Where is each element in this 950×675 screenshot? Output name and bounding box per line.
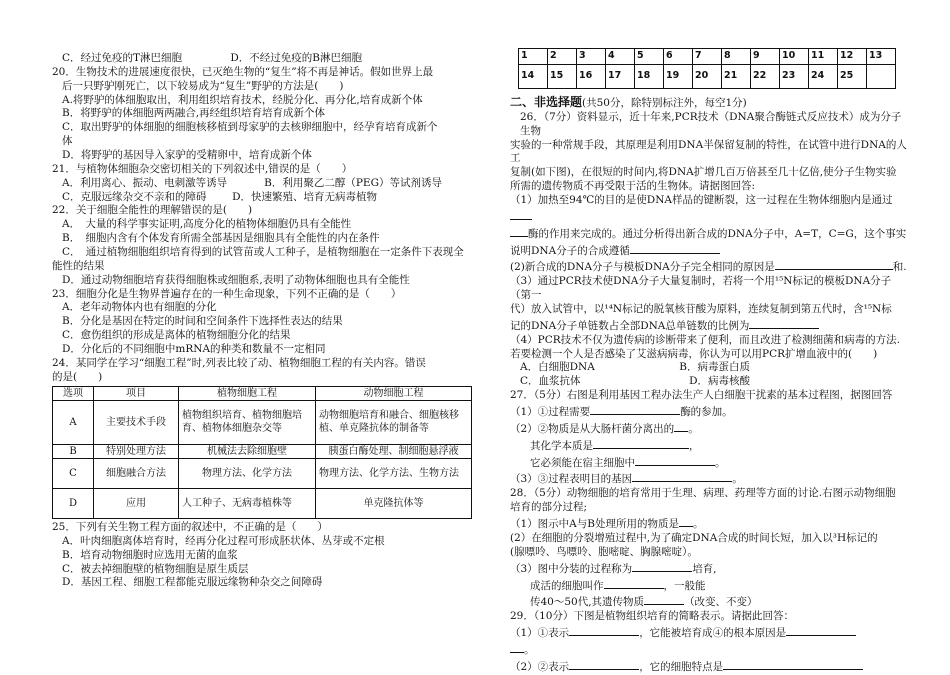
- q26-part2-text: (2)新合成的DNA分子与模板DNA分子完全相同的原因是: [510, 261, 775, 274]
- q26-option-b: B．病毒蛋白质: [679, 361, 750, 374]
- answer-blank[interactable]: [632, 560, 692, 572]
- q27-part2-b-text: 其化学本质是: [530, 439, 593, 452]
- answer-blank[interactable]: [775, 258, 893, 270]
- q20-stem-cont: 后一只野驴刚死亡，以下较易成为“复生”野驴的方法是( ): [62, 79, 344, 92]
- table-header-cell: 动物细胞工程: [316, 386, 472, 400]
- q20-stem: 20．生物技术的进展速度很快，已灭绝生物的“复生”将不再是神话。假如世界上最: [52, 65, 434, 78]
- q27-part2: （2）②物质是从大肠杆菌分离出的 。: [510, 420, 910, 437]
- q29-part2-text: （2）②表示: [510, 660, 570, 673]
- answer-blank[interactable]: [786, 624, 856, 636]
- q26-part3-end: [510, 317, 910, 334]
- answer-grid-cell: 13: [867, 49, 896, 65]
- q26-part3-cont: 代）放入试管中，以¹⁴N标记的脱氧核苷酸为原料，连续复制到第五代时，含¹⁵N标: [510, 303, 892, 316]
- table-row: [53, 459, 472, 489]
- q26-options-ab: [510, 361, 750, 375]
- q20-option-d: D．将野驴的基因导入家驴的受精卵中，培育成新个体: [62, 149, 312, 162]
- q21-option-c: C．克服远缘杂交不亲和的障碍: [62, 190, 207, 203]
- q29-part1: [510, 624, 910, 641]
- table-cell: 动物细胞培育和融合、细胞核移植、单克隆抗体的制备等: [316, 400, 472, 444]
- answer-grid-row: [519, 49, 896, 65]
- table-row: [53, 444, 472, 458]
- q27-part2-c: 它必须能在宿主细胞中 。: [510, 454, 910, 471]
- table-cell: 机械法去除细胞壁: [179, 444, 316, 458]
- q26-option-a: A．白细胞DNA: [520, 361, 595, 374]
- q21-options-cd: [52, 191, 472, 205]
- q28-part3-c: [510, 593, 910, 610]
- q29-part1-text: （1）①表示: [510, 627, 570, 640]
- answer-blank[interactable]: [510, 225, 528, 237]
- q27-part3: [510, 470, 910, 487]
- q28-part3-end: 培育,: [692, 562, 717, 575]
- q26-part4: （4）PCR技术不仅为遗传病的诊断带来了便利，而且改进了检测细菌和病毒的方法.: [510, 333, 901, 346]
- q21-option-d: D．快速繁殖、培育无病毒植物: [232, 190, 377, 203]
- q24-stem-cont: 的是( ): [52, 370, 103, 383]
- section-heading: [510, 95, 910, 111]
- q26-part1-cont: [510, 225, 910, 242]
- q20-option-c-cont: 体: [62, 135, 73, 148]
- answer-grid-cell: 6: [664, 49, 693, 65]
- q25-stem: 25．下列有关生物工程方面的叙述中，不正确的是（ ）: [52, 521, 328, 533]
- q23-option-a: A．老年动物体内也有细胞的分化: [62, 301, 217, 314]
- q28-stem-cont: 培育的部分过程;: [510, 501, 588, 514]
- q20-option-b: B．将野驴的体细胞两两融合,再经组织培育培育成新个体: [62, 107, 326, 120]
- answer-grid-cell: 10: [780, 49, 809, 65]
- answer-blank[interactable]: [674, 420, 688, 432]
- right-column: [510, 48, 910, 675]
- answer-grid-cell: 4: [606, 49, 635, 65]
- q29-stem: 29．（10分）下图是植物组织培育的简略表示。请据此回答：: [510, 610, 794, 623]
- q25-option-b: B．培育动物细胞时应选用无菌的血浆: [62, 548, 238, 561]
- q27-part3-end: 。: [732, 473, 743, 486]
- answer-blank[interactable]: [510, 641, 524, 653]
- answer-blank[interactable]: [604, 577, 664, 589]
- q28-part3-text: （3）图中分装的过程称为: [510, 562, 633, 575]
- answer-blank[interactable]: [510, 208, 532, 220]
- q23-option-d: D．分化后的不同细胞中mRNA的种类和数量不一定相同: [62, 343, 326, 356]
- table-cell: 胰蛋白酶处理、制细胞悬浮液: [316, 444, 472, 458]
- q26-option-d: D．病毒核酸: [689, 375, 750, 388]
- q26-part2: [510, 258, 910, 275]
- answer-blank[interactable]: [723, 658, 863, 670]
- answer-grid-cell: 16: [577, 65, 606, 89]
- q29-part1-mid: ，它能被培育成④的根本原因是: [639, 627, 787, 640]
- q26-part2-end: 和.: [892, 261, 907, 274]
- q27-stem: 27．（5分）右图是利用基因工程办法生产人白细胞干扰素的基本过程图，据图回答: [510, 389, 893, 402]
- q25-option-a: A．叶肉细胞离体培育时，经再分化过程可形成胚状体、丛芽或不定根: [62, 534, 385, 547]
- q28-part3-c-text: 传40～50代,其遗传物质: [530, 596, 645, 609]
- table-header-cell: 选项: [53, 386, 94, 400]
- q27-part1: [510, 403, 910, 420]
- table-cell: 单克隆抗体等: [316, 489, 472, 519]
- q24-stem: 24．某同学在学习“细胞工程”时,列表比较了动、植物细胞工程的有关内容。错误: [52, 356, 426, 369]
- answer-blank[interactable]: [569, 658, 639, 670]
- answer-grid-cell: 12: [838, 49, 867, 65]
- q22-option-c: C． 通过植物细胞组织培育得到的试管苗或人工种子，是植物细胞在一定条件下表现全: [62, 246, 464, 259]
- q28-part3-b: [510, 577, 910, 594]
- q21-option-a: A．利用离心、振动、电刺激等诱导: [62, 176, 228, 189]
- answer-grid-cell: 17: [606, 65, 635, 89]
- q22-option-b: B． 细胞内含有个体发育所需全部基因是细胞具有全能性的内在条件: [62, 232, 380, 245]
- q22-option-c-cont: 能性的结果: [52, 259, 105, 272]
- q26-part1-text: （1）加热至94℃的目的是使DNA样品的键断裂，这一过程在生物体细胞内是通过: [510, 194, 893, 207]
- answer-grid-row: [519, 65, 896, 89]
- table-cell: 物理方法、化学方法: [179, 459, 316, 489]
- table-cell: C: [53, 459, 94, 489]
- answer-grid-cell: 19: [664, 65, 693, 89]
- answer-grid-cell: 14: [519, 65, 548, 89]
- q19-option-d: D．不经过免疫的B淋巴细胞: [230, 52, 362, 64]
- q27-part2-b: 其化学本质是 ，: [510, 437, 910, 454]
- table-cell: B: [53, 444, 94, 458]
- q27-part1-end: 酶的参加。: [680, 406, 733, 419]
- answer-grid-cell: 1: [519, 49, 548, 65]
- q28-part3-b-end: ，一般能: [663, 579, 706, 592]
- table-header-row: [53, 386, 472, 400]
- q26-part1-cont-text: 酶的作用来完成的。通过分析得出新合成的DNA分子中，A=T，C=G，这个事实: [528, 227, 907, 240]
- q29-part1-cont: 。: [510, 641, 910, 658]
- q23-option-b: B．分化是基因在特定的时间和空间条件下选择性表达的结果: [62, 315, 343, 328]
- q25-option-d: D．基因工程、细胞工程都能克服远缘物种杂交之间障碍: [62, 576, 323, 589]
- q27-part1-text: （1）①过程需要: [510, 406, 591, 419]
- table-cell: 人工种子、无病毒植株等: [179, 489, 316, 519]
- q26-options-cd: [510, 375, 750, 389]
- q27-part3-text: （3）③过程表明目的基因: [510, 473, 633, 486]
- table-header-cell: 项目: [94, 386, 179, 400]
- q28-part2-cont: (腺嘌呤、鸟嘌呤、胞嘧啶、胸腺嘧啶）。: [510, 545, 698, 558]
- q26-option-c: C．血浆抗体: [520, 375, 581, 388]
- q22-option-d: D．通过动物细胞培育获得细胞株或细胞系,表明了动物体细胞也具有全能性: [62, 273, 410, 286]
- answer-grid-cell: 23: [780, 65, 809, 89]
- q27-part2-text: （2）②物质是从大肠杆菌分离出的: [510, 422, 675, 435]
- q26-part1-end-text: 说明DNA分子的合成遵循: [510, 244, 630, 257]
- q23-stem: 23．细胞分化是生物界普遍存在的一种生命现象，下列不正确的是（ ）: [52, 287, 402, 300]
- q28-stem: 28．（5分）动物细胞的培育常用于生理、病理、药理等方面的讨论.右图示动物细胞: [510, 487, 896, 500]
- answer-grid-cell: 20: [693, 65, 722, 89]
- answer-grid-cell: [867, 65, 896, 89]
- q21-options-ab: [52, 177, 472, 191]
- table-row: [53, 400, 472, 444]
- table-cell: 细胞融合方法: [94, 459, 179, 489]
- q26-part1-end: [510, 242, 910, 259]
- answer-grid-cell: 8: [722, 49, 751, 65]
- q26-part1: [510, 194, 910, 225]
- q28-part2: (2）在细胞的分裂增殖过程中,为了确定DNA合成的时间长短，加入以³H标记的: [510, 531, 878, 544]
- q19-options-cd: [52, 52, 472, 66]
- q26-part3: （3）通过PCR技术使DNA分子大量复制时，若将一个用¹⁵N标记的模板DNA分子（第一: [510, 275, 892, 302]
- q25-option-c: C．被去掉细胞壁的植物细胞是原生质层: [62, 562, 249, 575]
- q21-stem: 21．与植物体细胞杂交密切相关的下列叙述中,错误的是（ ）: [52, 162, 353, 175]
- answer-grid-cell: 25: [838, 65, 867, 89]
- q28-part1-text: （1）图示中A与B处理所用的物质是: [510, 518, 679, 531]
- q22-option-a: A． 大量的科学事实证明,高度分化的植物体细胞仍具有全能性: [62, 218, 352, 231]
- section-title: 二、非选择题: [510, 95, 583, 109]
- q26-part4-cont: 若要检测一个人是否感染了艾滋病病毒，你认为可以用PCR扩增血液中的( ): [510, 347, 878, 360]
- answer-grid-cell: 15: [548, 65, 577, 89]
- q29-part2-mid: ，它的细胞特点是: [639, 660, 724, 673]
- answer-grid: [518, 48, 896, 89]
- q28-part3-b-text: 成活的细胞叫作: [530, 579, 604, 592]
- answer-grid-cell: 3: [577, 49, 606, 65]
- table-cell: A: [53, 400, 94, 444]
- q19-option-c: C．经过免疫的T淋巴细胞: [62, 52, 183, 64]
- answer-blank[interactable]: [590, 403, 680, 415]
- answer-grid-cell: 2: [548, 49, 577, 65]
- answer-grid-cell: 7: [693, 49, 722, 65]
- table-cell: 物理方法、化学方法、生物方法: [316, 459, 472, 489]
- table-cell: 植物组织培育、植物细胞培育、植物体细胞杂交等: [179, 400, 316, 444]
- q26-stem: 26．（7分）资料显示，近十年来,PCR技术（DNA聚合酶链式反应技术）成为分子生物: [520, 110, 902, 137]
- left-column: [52, 52, 472, 590]
- table-cell: 特别处理方法: [94, 444, 179, 458]
- q28-part3: [510, 560, 910, 577]
- answer-blank[interactable]: [644, 593, 684, 605]
- q22-stem: 22．关于细胞全能性的理解错误的是( ): [52, 204, 253, 217]
- section-note: (共50分，除特别标注外，每空1分): [582, 97, 747, 109]
- answer-grid-cell: 11: [809, 49, 838, 65]
- answer-blank[interactable]: [679, 515, 693, 527]
- q21-option-b: B．利用聚乙二醇（PEG）等试剂诱导: [264, 176, 442, 189]
- q26-stem-4: 所需的遗传物质不再受限于活的生物体。请据图回答:: [510, 180, 756, 193]
- table-cell: 主要技术手段: [94, 400, 179, 444]
- q20-option-c: C．取出野驴的体细胞的细胞核移植到母家驴的去核卵细胞中，经孕育培育成新个: [62, 121, 438, 134]
- q29-part2: [510, 658, 910, 675]
- table-header-cell: 植物细胞工程: [179, 386, 316, 400]
- q20-option-a: A.将野驴的体细胞取出，利用组织培育技术，经脱分化、再分化,培育成新个体: [62, 93, 423, 106]
- answer-blank[interactable]: [630, 242, 720, 254]
- answer-grid-cell: 24: [809, 65, 838, 89]
- q26-part3-end-text: 记的DNA分子单链数占全部DNA总单链数的比例为: [510, 319, 750, 332]
- answer-blank[interactable]: [632, 470, 732, 482]
- table-cell: 应用: [94, 489, 179, 519]
- table-row: [53, 489, 472, 519]
- q26-stem-2: 实验的一种常规手段，其原理是利用DNA半保留复制的特性，在试管中进行DNA的人工: [510, 138, 907, 165]
- q23-option-c: C．愈伤组织的形成是离体的植物细胞分化的结果: [62, 329, 291, 342]
- table-cell: D: [53, 489, 94, 519]
- answer-grid-cell: 9: [751, 49, 780, 65]
- comparison-table: [52, 386, 472, 519]
- answer-blank[interactable]: [569, 624, 639, 636]
- q28-part1: （1）图示中A与B处理所用的物质是 。: [510, 515, 910, 532]
- answer-blank[interactable]: [635, 454, 715, 466]
- q28-part3-c-end: （改变、不变）: [684, 596, 758, 609]
- answer-grid-cell: 5: [635, 49, 664, 65]
- answer-grid-cell: 22: [751, 65, 780, 89]
- answer-grid-cell: 18: [635, 65, 664, 89]
- answer-blank[interactable]: [749, 317, 819, 329]
- q26-stem-3: 复制(如下图)，在很短的时间内,将DNA扩增几百万倍甚至几十亿倍,使分子生物实验: [510, 166, 897, 179]
- answer-blank[interactable]: [593, 437, 689, 449]
- q27-part2-c-text: 它必须能在宿主细胞中: [530, 456, 635, 469]
- answer-grid-cell: 21: [722, 65, 751, 89]
